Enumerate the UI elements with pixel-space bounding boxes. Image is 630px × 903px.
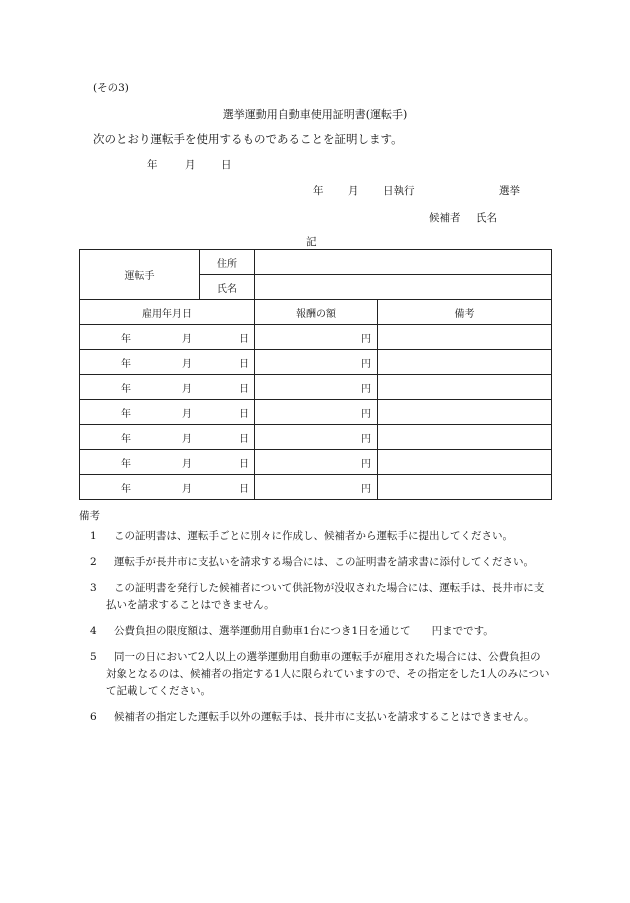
- remark-text: 公費負担の限度額は、選挙運動用自動車1台につき1日を通じて 円までです。: [114, 625, 494, 637]
- amount-cell[interactable]: 円: [255, 425, 378, 450]
- row-year-label: 年: [121, 334, 131, 345]
- employment-date-cell[interactable]: [80, 350, 255, 375]
- remark-number: 4: [90, 625, 97, 637]
- employment-date-header: 雇用年月日: [80, 300, 255, 325]
- address-field[interactable]: [255, 250, 552, 275]
- row-month-label: 月: [182, 384, 192, 395]
- row-year-label: 年: [121, 384, 131, 395]
- amount-cell[interactable]: 円: [255, 375, 378, 400]
- row-month-label: 月: [182, 459, 192, 470]
- remarks-cell[interactable]: [378, 450, 552, 475]
- remarks-header: 備考: [378, 300, 552, 325]
- remarks-cell[interactable]: [378, 425, 552, 450]
- remark-item: [90, 554, 550, 571]
- row-year-label: 年: [121, 484, 131, 495]
- row-month-label: 月: [182, 434, 192, 445]
- row-year-label: 年: [121, 359, 131, 370]
- row-year-label: 年: [121, 409, 131, 420]
- employment-date-cell[interactable]: [80, 375, 255, 400]
- address-row: [80, 250, 552, 275]
- table-row: [80, 375, 552, 400]
- remark-item: [90, 580, 550, 614]
- election-month-label: 月: [348, 185, 359, 197]
- date-day-label: 日: [221, 159, 232, 171]
- remark-text: 運転手が長井市に支払いを請求する場合には、この証明書を請求書に添付してください。: [114, 556, 534, 568]
- employment-date-cell[interactable]: [80, 400, 255, 425]
- row-day-label: 日: [239, 334, 249, 345]
- table-row: [80, 400, 552, 425]
- row-year-label: 年: [121, 434, 131, 445]
- remarks-cell[interactable]: [378, 325, 552, 350]
- candidate-label: 候補者: [429, 212, 461, 224]
- row-day-label: 日: [239, 484, 249, 495]
- date-month-label: 月: [185, 159, 196, 171]
- remark-number: 2: [90, 556, 97, 568]
- employment-date-cell[interactable]: [80, 325, 255, 350]
- table-row: [80, 450, 552, 475]
- employment-date-cell[interactable]: [80, 450, 255, 475]
- row-month-label: 月: [182, 484, 192, 495]
- remarks-cell[interactable]: [378, 350, 552, 375]
- remark-text: この証明書は、運転手ごとに別々に作成し、候補者から運転手に提出してください。: [114, 530, 513, 542]
- row-day-label: 日: [239, 384, 249, 395]
- table-row: [80, 325, 552, 350]
- remarks-cell[interactable]: [378, 475, 552, 500]
- driver-table: [79, 249, 552, 500]
- candidate-name-label: 氏名: [476, 212, 497, 224]
- row-year-label: 年: [121, 459, 131, 470]
- table-row: [80, 425, 552, 450]
- remark-number: 1: [90, 530, 97, 542]
- row-day-label: 日: [239, 459, 249, 470]
- remark-item: [90, 528, 550, 545]
- remarks-cell[interactable]: [378, 400, 552, 425]
- table-row: [80, 350, 552, 375]
- column-header-row: [80, 300, 552, 325]
- amount-cell[interactable]: 円: [255, 400, 378, 425]
- remark-number: 5: [90, 651, 97, 663]
- document-number: (その3): [93, 82, 129, 94]
- ki-label: 記: [306, 236, 317, 248]
- election-year-label: 年: [313, 185, 324, 197]
- remark-text: 同一の日において2人以上の選挙運動用自動車の運転手が雇用された場合には、公費負担の対象となるのは、候補者の指定する1人に限られていますので、その指定をした1人のみについて記載してください。: [106, 651, 550, 697]
- election-label: 選挙: [499, 185, 520, 197]
- address-label: 住所: [200, 250, 255, 275]
- election-held-label: 日執行: [383, 185, 415, 197]
- row-day-label: 日: [239, 434, 249, 445]
- remarks-heading: 備考: [79, 510, 100, 522]
- name-field[interactable]: [255, 275, 552, 300]
- remarks-list: [90, 528, 550, 735]
- employment-date-cell[interactable]: [80, 475, 255, 500]
- row-day-label: 日: [239, 359, 249, 370]
- remark-item: [90, 649, 550, 700]
- remark-number: 6: [90, 711, 97, 723]
- amount-cell[interactable]: 円: [255, 450, 378, 475]
- date-year-label: 年: [147, 159, 158, 171]
- row-day-label: 日: [239, 409, 249, 420]
- driver-label: 運転手: [80, 250, 200, 300]
- remark-text: この証明書を発行した候補者について供託物が没収された場合には、運転手は、長井市に支払いを請求することはできません。: [106, 582, 545, 611]
- amount-cell[interactable]: 円: [255, 475, 378, 500]
- amount-cell[interactable]: 円: [255, 325, 378, 350]
- row-month-label: 月: [182, 409, 192, 420]
- name-label: 氏名: [200, 275, 255, 300]
- row-month-label: 月: [182, 359, 192, 370]
- row-month-label: 月: [182, 334, 192, 345]
- remark-item: [90, 623, 550, 640]
- document-title: 選挙運動用自動車使用証明書(運転手): [222, 108, 408, 121]
- remarks-cell[interactable]: [378, 375, 552, 400]
- remark-item: [90, 709, 550, 726]
- table-row: [80, 475, 552, 500]
- employment-date-cell[interactable]: [80, 425, 255, 450]
- amount-cell[interactable]: 円: [255, 350, 378, 375]
- amount-header: 報酬の額: [255, 300, 378, 325]
- remark-number: 3: [90, 582, 97, 594]
- intro-text: 次のとおり運転手を使用するものであることを証明します。: [93, 132, 403, 146]
- remark-text: 候補者の指定した運転手以外の運転手は、長井市に支払いを請求することはできません。: [114, 711, 535, 723]
